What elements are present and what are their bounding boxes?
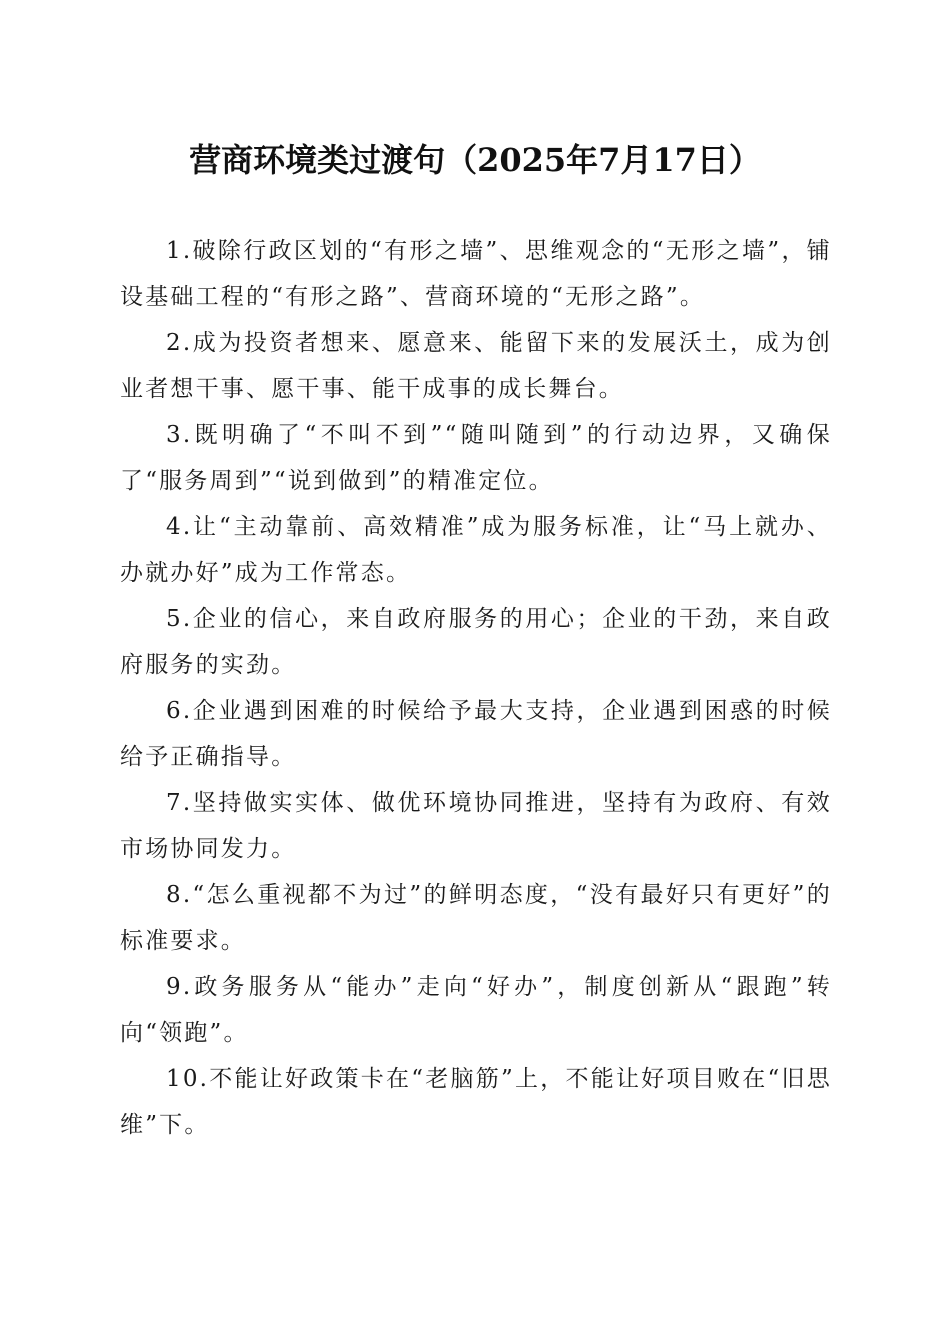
paragraph: 4.让“主动靠前、高效精准”成为服务标准，让“马上就办、办就办好”成为工作常态。 xyxy=(120,514,832,586)
paragraph: 9.政务服务从“能办”走向“好办”，制度创新从“跟跑”转向“领跑”。 xyxy=(120,974,832,1046)
paragraph: 3.既明确了“不叫不到”“随叫随到”的行动边界，又确保了“服务周到”“说到做到”的精准定位。 xyxy=(120,422,832,494)
document-title: 营商环境类过渡句（2025年7月17日） xyxy=(189,141,761,179)
paragraph: 10.不能让好政策卡在“老脑筋”上，不能让好项目败在“旧思维”下。 xyxy=(120,1066,832,1138)
paragraph: 6.企业遇到困难的时候给予最大支持，企业遇到困惑的时候给予正确指导。 xyxy=(120,698,832,770)
paragraph: 7.坚持做实实体、做优环境协同推进，坚持有为政府、有效市场协同发力。 xyxy=(120,790,832,862)
paragraph: 2.成为投资者想来、愿意来、能留下来的发展沃土，成为创业者想干事、愿干事、能干成事的成长舞台。 xyxy=(120,330,832,402)
paragraph: 8.“怎么重视都不为过”的鲜明态度，“没有最好只有更好”的标准要求。 xyxy=(120,882,832,954)
paragraph: 1.破除行政区划的“有形之墙”、思维观念的“无形之墙”，铺设基础工程的“有形之路”、营商环境的“无形之路”。 xyxy=(120,238,832,310)
document-body xyxy=(120,228,832,1148)
paragraph: 5.企业的信心，来自政府服务的用心；企业的干劲，来自政府服务的实劲。 xyxy=(120,606,832,678)
